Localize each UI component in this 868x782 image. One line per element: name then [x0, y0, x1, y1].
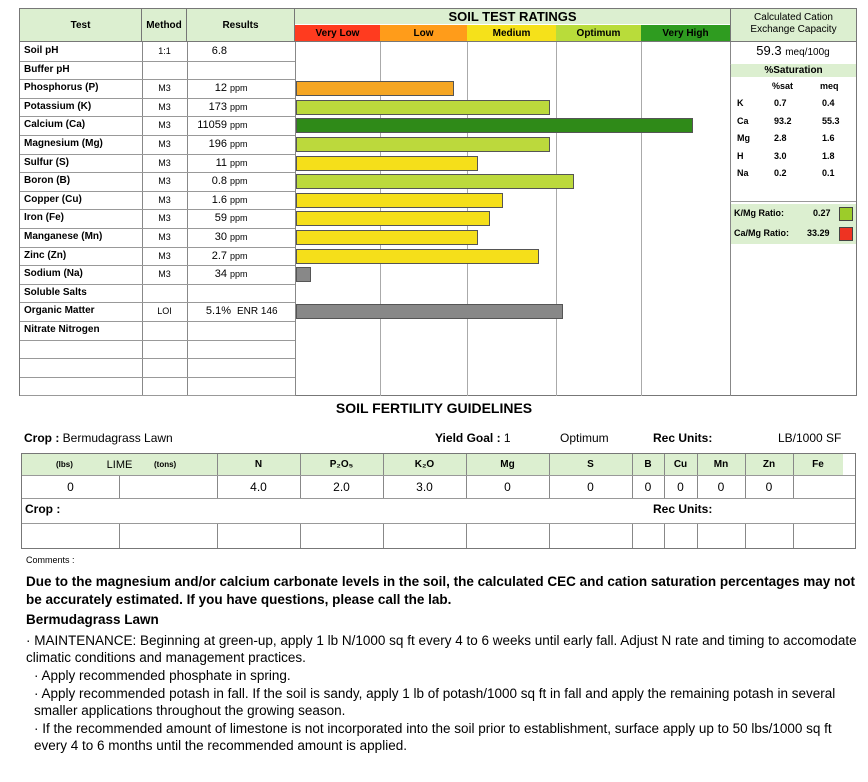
grid-line: [793, 524, 794, 548]
test-result: [187, 101, 295, 113]
saturation-el: H: [737, 150, 744, 161]
test-result: [187, 119, 295, 131]
nutrient-value: 0: [677, 480, 684, 494]
crop2-label: Crop :: [25, 502, 61, 516]
row-divider: [20, 302, 295, 303]
grid-line: [793, 475, 794, 498]
saturation-el: Na: [737, 168, 749, 178]
grid-line: [664, 524, 665, 548]
ratings-title: SOIL TEST RATINGS: [295, 9, 730, 24]
ca-mg-ratio-value: 33.29: [807, 228, 830, 238]
grid-line: [466, 524, 467, 548]
grid-line: [745, 454, 746, 475]
test-method: M3: [158, 139, 171, 149]
saturation-sat: 93.2: [774, 115, 792, 126]
result-unit: ppm: [230, 139, 248, 149]
grid-line: [549, 524, 550, 548]
test-method: M3: [158, 194, 171, 205]
grid-line: [745, 524, 746, 548]
panel-divider: [730, 201, 856, 202]
grid-line: [300, 475, 301, 498]
grid-line: [383, 524, 384, 548]
rating-optimum: Optimum: [556, 25, 641, 41]
comments-label: Comments :: [26, 555, 75, 565]
saturation-meq: 1.6: [822, 133, 835, 143]
result-unit: ppm: [230, 83, 248, 94]
test-name: Manganese (Mn): [24, 231, 103, 242]
rating-very-high: Very High: [641, 25, 730, 41]
test-method: M3: [158, 120, 171, 131]
comment-crop-name: Bermudagrass Lawn: [26, 612, 159, 627]
test-method: M3: [158, 83, 171, 94]
grid-line: [466, 454, 467, 475]
result-value: 34: [214, 268, 227, 281]
ca-mg-ratio: [731, 224, 856, 244]
nutrient-header: Mg: [466, 454, 549, 475]
nutrient-header: B: [632, 454, 664, 475]
test-name: Soluble Salts: [24, 286, 87, 298]
test-result: [187, 361, 295, 373]
row-divider: [20, 98, 295, 99]
nutrient-value: 0: [587, 480, 594, 494]
result-value: 11: [215, 156, 227, 169]
row-divider: [20, 191, 295, 192]
grid-line: [549, 454, 550, 475]
test-result: [187, 194, 295, 206]
test-result: [187, 64, 295, 76]
grid-line: [300, 454, 301, 475]
test-result: [187, 287, 295, 299]
grid-line: [466, 475, 467, 498]
test-method: M3: [158, 157, 171, 168]
result-value: 30: [214, 231, 227, 243]
saturation-meq: 0.4: [822, 98, 835, 108]
test-name: Potassium (K): [24, 100, 92, 112]
nutrient-header: Cu: [664, 454, 697, 475]
row-divider: [20, 358, 295, 359]
result-unit: ppm: [230, 232, 248, 242]
test-name: Sulfur (S): [24, 156, 69, 168]
soil-results-table: [19, 8, 857, 396]
test-result: [187, 157, 295, 169]
row-divider: [20, 247, 295, 248]
nutrient-value: 0: [644, 480, 652, 494]
nutrient-header: P₂O₅: [300, 454, 383, 475]
result-value: 11059: [197, 119, 227, 132]
grid-line: [632, 475, 633, 498]
header-divider: [20, 41, 856, 42]
result-value: 173: [208, 100, 227, 113]
rec-units-label: Rec Units:: [653, 431, 713, 445]
grid-line: [217, 524, 218, 548]
rating-bar: [296, 137, 550, 152]
result-value: 12: [214, 82, 227, 95]
recommendation-phosphate: · Apply recommended phosphate in spring.: [34, 668, 291, 683]
cec-header: Calculated Cation Exchange Capacity: [730, 9, 856, 41]
test-name: Sodium (Na): [24, 268, 83, 280]
result-value: 59: [214, 212, 227, 225]
row-divider: [20, 284, 295, 285]
row-divider: [20, 172, 295, 173]
sat-col-header: %sat: [772, 81, 794, 91]
grid-line: [383, 454, 384, 475]
test-name: Soil pH: [24, 45, 59, 56]
meq-col-header: meq: [820, 81, 839, 91]
nutrient-value: 0: [765, 480, 773, 494]
result-value: 6.8: [211, 45, 227, 57]
nutrient-value: 4.0: [250, 480, 267, 494]
saturation-meq: 0.1: [822, 168, 835, 178]
grid-line: [217, 475, 218, 498]
saturation-title: %Saturation: [731, 64, 856, 77]
row-divider: [20, 154, 295, 155]
cec-value: 59.3 meq/100g: [756, 43, 830, 58]
grid-line: [119, 475, 120, 498]
k-mg-ratio-label: K/Mg Ratio:: [734, 208, 784, 218]
result-value: 1.6: [211, 193, 227, 206]
rating-bar: [296, 267, 311, 282]
grid-line: [697, 524, 698, 548]
grid-line: [22, 475, 855, 476]
test-method: 1:1: [158, 46, 171, 56]
grid-line: [119, 524, 120, 548]
test-result: [187, 212, 295, 224]
k-mg-ratio: [731, 204, 856, 224]
rating-bar: [296, 304, 563, 319]
rating-bar: [296, 81, 454, 96]
row-divider: [20, 61, 295, 62]
grid-line: [697, 454, 698, 475]
row-divider: [20, 265, 295, 266]
test-result: [187, 324, 295, 336]
grid-line: [745, 475, 746, 498]
lime-header: (lbs) LIME (tons): [22, 454, 217, 475]
test-method: M3: [158, 269, 171, 280]
row-divider: [20, 209, 295, 210]
rating-bar: [296, 118, 693, 133]
rating-low: Low: [380, 25, 467, 41]
fertility-guidelines-table: [21, 453, 856, 549]
row-divider: [20, 340, 295, 341]
rating-grid-line: [641, 41, 642, 396]
grid-line: [664, 454, 665, 475]
grid-line: [793, 454, 794, 475]
rating-bar: [296, 100, 550, 115]
test-name: Calcium (Ca): [24, 119, 86, 131]
nutrient-header: Mn: [697, 454, 745, 475]
nutrient-header: S: [549, 454, 632, 475]
row-divider: [20, 116, 295, 117]
yield-goal: Yield Goal : 1: [435, 431, 511, 445]
test-method: M3: [158, 250, 171, 261]
grid-line: [664, 475, 665, 498]
result-unit: ppm: [230, 157, 248, 168]
saturation-meq: 1.8: [822, 150, 835, 161]
saturation-sat: 2.8: [774, 133, 787, 143]
saturation-el: Mg: [737, 133, 750, 143]
result-unit: ppm: [230, 120, 248, 131]
result-value: 5.1%: [205, 305, 231, 318]
results-column-header: Results: [187, 9, 295, 41]
test-result: [187, 45, 295, 57]
rating-bar: [296, 156, 478, 171]
result-unit: ppm: [230, 250, 248, 261]
saturation-sat: 0.2: [774, 168, 787, 178]
yield-rating: Optimum: [560, 431, 609, 445]
grid-line: [549, 475, 550, 498]
test-result: [187, 250, 295, 262]
test-result: [187, 268, 295, 280]
result-unit: ppm: [230, 194, 248, 205]
guidelines-title: SOIL FERTILITY GUIDELINES: [335, 400, 533, 416]
nutrient-value: 3.0: [416, 480, 433, 494]
rating-bar: [296, 230, 478, 245]
result-value: 196: [208, 138, 227, 150]
row-divider: [20, 228, 295, 229]
result-unit: ENR 146: [237, 306, 278, 318]
test-method: M3: [158, 232, 171, 242]
nutrient-header: Zn: [745, 454, 793, 475]
cec-notice: Due to the magnesium and/or calcium carbonate levels in the soil, the calculated CEC and cation saturation percentages may not be accurately estimated. If you have questions, please call the lab.: [26, 574, 855, 607]
nutrient-value: 0: [717, 480, 725, 494]
test-name: Copper (Cu): [24, 193, 82, 205]
rec-units2-label: Rec Units:: [653, 502, 713, 516]
test-name: Boron (B): [24, 175, 71, 187]
recommendation-limestone: · If the recommended amount of limestone is not incorporated into the soil prior to establishment, surface apply up to 50 lbs/1000 sq ft every 4 to 6 months until the recommended amount is applied.: [34, 721, 832, 753]
rating-grid-line: [556, 41, 557, 396]
recommendation-potash: · Apply recommended potash in fall. If the soil is sandy, apply 1 lb of potash/1000 sq ft in fall and apply the remaining potash in several smaller applications throughout the growing season.: [34, 686, 836, 718]
test-result: [187, 231, 295, 243]
lime-value: 0: [67, 480, 74, 494]
saturation-sat: 3.0: [774, 150, 787, 161]
saturation-sat: 0.7: [774, 98, 787, 108]
row-divider: [20, 395, 295, 396]
nutrient-value: [793, 477, 843, 497]
row-divider: [20, 377, 295, 378]
test-method: LOI: [157, 306, 172, 317]
grid-line: [22, 523, 855, 524]
row-divider: [20, 79, 295, 80]
recommendation-maintenance: · MAINTENANCE: Beginning at green-up, apply 1 lb N/1000 sq ft every 4 to 6 weeks until early fall. Adjust N rate and timing to accomodate climatic conditions and management practices.: [26, 633, 857, 665]
saturation-meq: 55.3: [822, 115, 840, 126]
rating-bar: [296, 249, 539, 264]
nutrient-value: 0: [504, 480, 511, 494]
test-result: [187, 380, 295, 392]
rating-bar: [296, 174, 574, 189]
result-unit: ppm: [230, 176, 248, 187]
nutrient-value: 2.0: [333, 480, 350, 494]
test-name: Zinc (Zn): [24, 249, 67, 261]
k-mg-ratio-swatch: [839, 207, 853, 221]
test-method: M3: [158, 176, 171, 187]
result-unit: ppm: [230, 213, 248, 224]
result-unit: ppm: [230, 101, 248, 112]
grid-line: [632, 454, 633, 475]
nutrient-header: Fe: [793, 454, 843, 475]
nutrient-header: N: [217, 454, 300, 475]
k-mg-ratio-value: 0.27: [813, 208, 831, 218]
test-column-header: Test: [20, 9, 142, 41]
test-name: Magnesium (Mg): [24, 138, 103, 149]
test-method: M3: [158, 213, 171, 224]
rec-units-value: LB/1000 SF: [778, 431, 842, 445]
grid-line: [217, 454, 218, 475]
test-name: Nitrate Nitrogen: [24, 324, 100, 335]
test-result: [187, 343, 295, 355]
test-name: Phosphorus (P): [24, 82, 99, 94]
grid-line: [632, 524, 633, 548]
test-result: [187, 82, 295, 94]
saturation-el: K: [737, 98, 744, 108]
test-name: Buffer pH: [24, 63, 70, 75]
test-name: Organic Matter: [24, 305, 95, 317]
nutrient-header: K₂O: [383, 454, 466, 475]
method-column-header: Method: [142, 9, 187, 41]
result-value: 0.8: [211, 175, 227, 188]
test-name: Iron (Fe): [24, 212, 64, 224]
test-result: [187, 305, 295, 317]
row-divider: [20, 321, 295, 322]
saturation-el: Ca: [737, 115, 749, 126]
rating-medium: Medium: [467, 25, 556, 41]
crop-line: Crop : Bermudagrass Lawn: [24, 431, 173, 445]
rating-bar: [296, 211, 490, 226]
ca-mg-ratio-label: Ca/Mg Ratio:: [734, 228, 789, 238]
result-value: 2.7: [211, 249, 227, 262]
test-method: M3: [158, 101, 171, 112]
test-result: [187, 175, 295, 187]
grid-line: [383, 475, 384, 498]
grid-line: [697, 475, 698, 498]
rating-very-low: Very Low: [295, 25, 380, 41]
ca-mg-ratio-swatch: [839, 227, 853, 241]
rating-bar: [296, 193, 503, 208]
test-result: [187, 138, 295, 150]
grid-line: [300, 524, 301, 548]
row-divider: [20, 135, 295, 136]
grid-line: [22, 498, 855, 499]
result-unit: ppm: [230, 269, 248, 280]
